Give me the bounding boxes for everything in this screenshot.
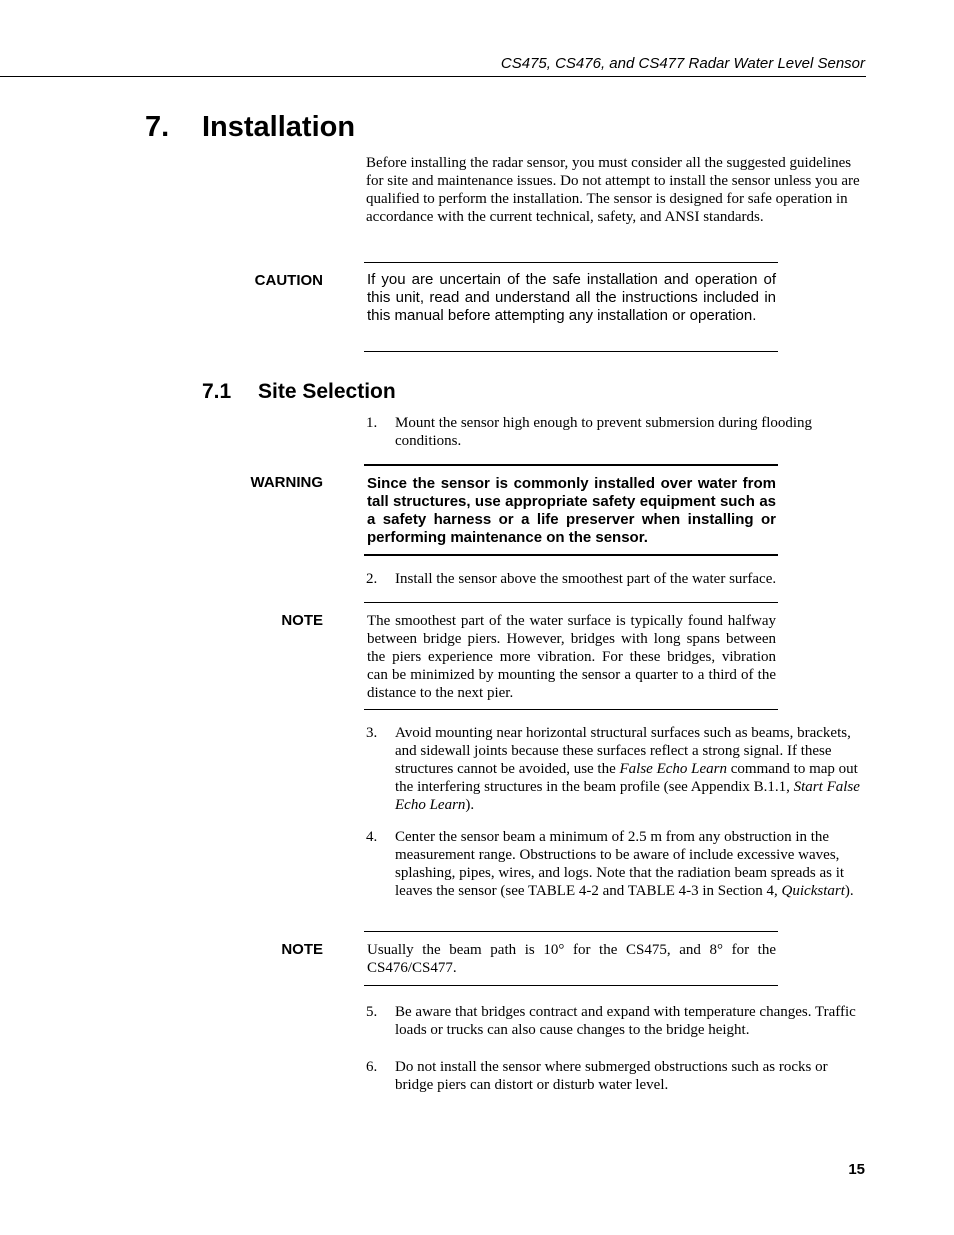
chapter-title: Installation bbox=[202, 111, 356, 143]
warning-label: WARNING bbox=[250, 474, 323, 491]
running-header: CS475, CS476, and CS477 Radar Water Level Sensor bbox=[500, 55, 865, 72]
header-rule bbox=[0, 76, 866, 77]
warning-text: Since the sensor is commonly installed over water from tall structures, use appropriate safety equipment such as a safety harness or a life preserver when installing or performing maintenance on the sensor. bbox=[367, 475, 776, 546]
caution-label: CAUTION bbox=[254, 272, 323, 289]
appendix-reference: Start False Echo Learn bbox=[395, 779, 860, 813]
section-number: 7.1 bbox=[202, 380, 232, 403]
section-reference: Quickstart bbox=[781, 883, 845, 899]
caution-text: If you are uncertain of the safe installation and operation of this unit, read and understand all the instructions included in this manual before attempting any installation or operation. bbox=[367, 271, 776, 324]
list-item-text: Install the sensor above the smoothest part of the water surface. bbox=[395, 571, 777, 587]
list-item bbox=[366, 1058, 866, 1094]
list-item-number: 5. bbox=[366, 1004, 378, 1020]
list-item-text: Avoid mounting near horizontal structural surfaces such as beams, brackets, and sidewall joints because these surfaces reflect a strong signal. If these structures cannot be avoided, use the False Echo Learn command to map out the interfering structures in the beam profile (see Appendix B.1.1, Start False Echo Learn). bbox=[395, 725, 860, 813]
caution-box bbox=[364, 262, 778, 352]
note-label: NOTE bbox=[281, 612, 323, 629]
list-item-number: 1. bbox=[366, 415, 378, 431]
command-name: False Echo Learn bbox=[619, 761, 727, 777]
note-label: NOTE bbox=[281, 941, 323, 958]
warning-box bbox=[364, 464, 778, 556]
list-item bbox=[366, 828, 866, 900]
list-item bbox=[366, 414, 866, 450]
list-item bbox=[366, 570, 866, 588]
list-item-text: Do not install the sensor where submerged obstructions such as rocks or bridge piers can distort or disturb water level. bbox=[395, 1059, 828, 1093]
note-text: The smoothest part of the water surface is typically found halfway between bridge piers. However, bridges with long spans between the piers experience more vibration. For these bridges, vibration can be minimized by mounting the sensor a quarter to a third of the distance to the next pier. bbox=[367, 613, 776, 701]
list-item-text: Center the sensor beam a minimum of 2.5 m from any obstruction in the measurement range. Obstructions to be aware of include excessive waves, splashing, pipes, wires, and logs. Note that the radiation beam spreads as it leaves the sensor (see TABLE 4-2 and TABLE 4-3 in Section 4, Quickstart). bbox=[395, 829, 854, 899]
section-title: Site Selection bbox=[258, 380, 396, 403]
list-item bbox=[366, 1003, 866, 1039]
page-number: 15 bbox=[848, 1161, 865, 1178]
note-text: Usually the beam path is 10° for the CS475, and 8° for the CS476/CS477. bbox=[367, 942, 776, 976]
list-item-text: Be aware that bridges contract and expand with temperature changes. Traffic loads or trucks can also cause changes to the bridge height. bbox=[395, 1004, 856, 1038]
list-item-number: 3. bbox=[366, 725, 378, 741]
list-item bbox=[366, 724, 866, 814]
intro-paragraph: Before installing the radar sensor, you must consider all the suggested guidelines for site and maintenance issues. Do not attempt to install the sensor unless you are qualified to perform the installation. The sensor is designed for safe operation in accordance with the current technical, safety, and ANSI standards. bbox=[366, 155, 860, 225]
note-box bbox=[364, 931, 778, 986]
list-item-text: Mount the sensor high enough to prevent submersion during flooding conditions. bbox=[395, 415, 813, 449]
list-item-number: 6. bbox=[366, 1059, 378, 1075]
note-box bbox=[364, 602, 778, 710]
list-item-number: 2. bbox=[366, 571, 378, 587]
chapter-number: 7. bbox=[145, 111, 170, 143]
list-item-number: 4. bbox=[366, 829, 378, 845]
